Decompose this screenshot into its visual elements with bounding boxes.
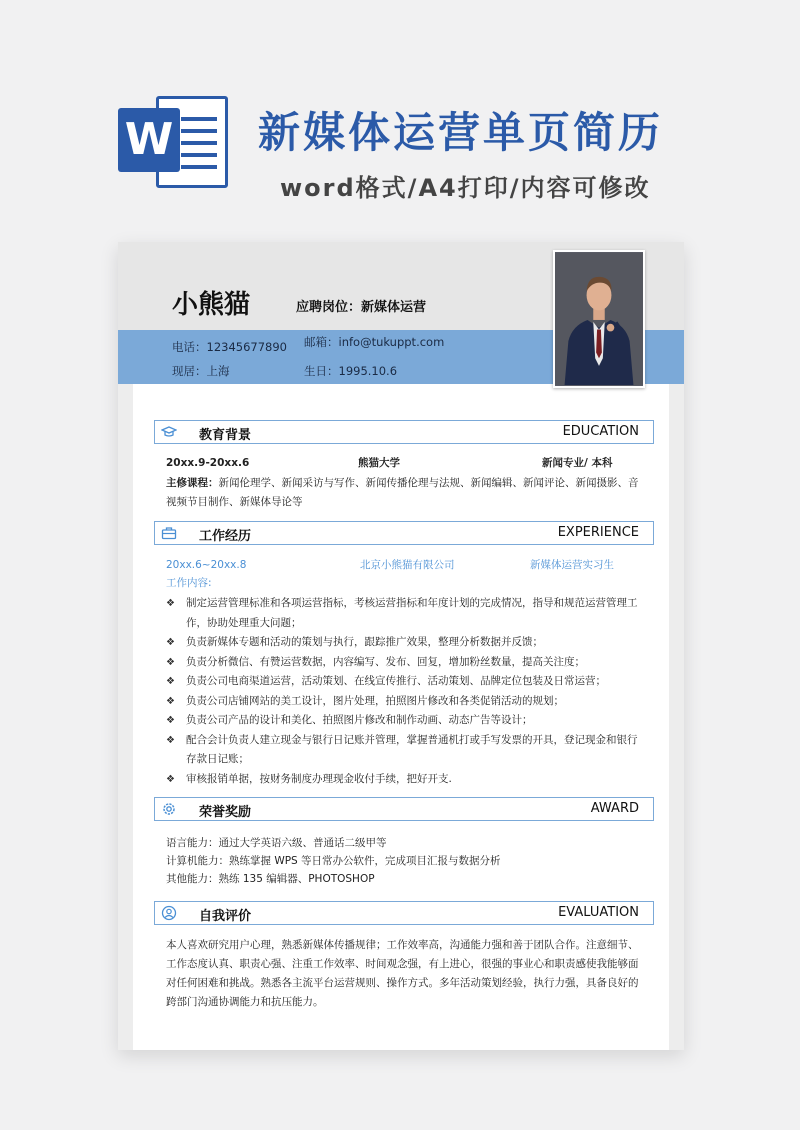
award-line: 语言能力：通过大学英语六级、普通话二级甲等 — [166, 837, 387, 849]
word-logo-icon — [118, 86, 230, 196]
briefcase-icon — [161, 525, 177, 541]
edu-courses — [166, 474, 646, 512]
section-evaluation-title: 自我评价 — [199, 909, 252, 924]
list-item: ❖ 负责分析微信、有赞运营数据，内容编写、发布、回复，增加粉丝数量，提高关注度； — [166, 653, 646, 673]
exp-company: 北京小熊猫有限公司 — [360, 559, 455, 571]
candidate-name: 小熊猫 — [172, 290, 251, 320]
award-line: 计算机能力：熟练掌握 WPS 等日常办公软件，完成项目汇报与数据分析 — [166, 855, 501, 867]
list-item: ❖ 负责公司电商渠道运营，活动策划、在线宣传推行、活动策划、品牌定位包装及日常运营； — [166, 672, 646, 692]
section-education-en: EDUCATION — [562, 424, 639, 439]
section-education-title: 教育背景 — [199, 428, 252, 443]
exp-position: 新媒体运营实习生 — [530, 559, 614, 571]
gear-icon — [161, 801, 177, 817]
section-experience-header — [154, 521, 654, 545]
exp-period: 20xx.6~20xx.8 — [166, 559, 247, 571]
exp-duties-list — [166, 594, 646, 789]
list-item: ❖ 负责新媒体专题和活动的策划与执行，跟踪推广效果，整理分析数据并反馈； — [166, 633, 646, 653]
person-portrait-icon — [555, 252, 643, 386]
section-experience-en: EXPERIENCE — [557, 525, 639, 540]
applied-label: 应聘岗位： — [296, 300, 362, 315]
section-award-header — [154, 797, 654, 821]
section-education-header — [154, 420, 654, 444]
phone-info: 电话：12345677890 — [172, 340, 287, 354]
graduation-cap-icon — [161, 424, 177, 440]
edu-major: 新闻专业/ 本科 — [542, 457, 613, 469]
exp-content-label: 工作内容: — [166, 577, 212, 589]
edu-school: 熊猫大学 — [358, 457, 400, 469]
profile-photo — [553, 250, 645, 388]
award-line: 其他能力：熟练 135 编辑器、PHOTOSHOP — [166, 873, 375, 885]
resume-page — [118, 242, 684, 1050]
evaluation-text: 本人喜欢研究用户心理，熟悉新媒体传播规律；工作效率高，沟通能力强和善于团队合作。注意细节、工作态度认真、职责心强、注重工作效率、时间观念强，有上进心，很强的事业心和职责感使我能够面对任何困难和挑战。熟悉各主流平台运营规则、操作方式。多年活动策划经验，执行力强，具备良好的跨部门沟通协调能力和抗压能力。 — [166, 939, 639, 1008]
applied-value: 新媒体运营 — [361, 300, 427, 315]
section-evaluation-en: EVALUATION — [558, 905, 639, 920]
edu-courses-text: 新闻伦理学、新闻采访与写作、新闻传播伦理与法规、新闻编辑、新闻评论、新闻摄影、音视频节目制作、新媒体导论等 — [166, 477, 639, 508]
user-icon — [161, 905, 177, 921]
section-award-en: AWARD — [590, 801, 639, 816]
list-item: ❖ 制定运营管理标准和各项运营指标，考核运营指标和年度计划的完成情况，指导和规范运营管理工作，协助处理重大问题； — [166, 594, 646, 633]
list-item: ❖ 负责公司产品的设计和美化、拍照图片修改和制作动画、动态广告等设计； — [166, 711, 646, 731]
birthday-info: 生日：1995.10.6 — [304, 364, 398, 378]
section-evaluation-header — [154, 901, 654, 925]
email-info: 邮箱：info@tukuppt.com — [304, 335, 445, 349]
location-info: 现居：上海 — [172, 364, 230, 378]
list-item: ❖ 配合会计负责人建立现金与银行日记账并管理，掌握普通机打或手写发票的开具，登记现金和银行存款日记账； — [166, 731, 646, 770]
banner-title: 新媒体运营单页简历 — [258, 108, 664, 157]
banner-subtitle: word格式/A4打印/内容可修改 — [280, 174, 651, 202]
edu-courses-label: 主修课程： — [166, 477, 219, 489]
left-margin-strip — [118, 384, 133, 1050]
list-item: ❖ 负责公司店铺网站的美工设计，图片处理，拍照图片修改和各类促销活动的规划； — [166, 692, 646, 712]
section-experience-title: 工作经历 — [199, 529, 252, 544]
word-badge: W — [118, 108, 180, 172]
right-margin-strip — [669, 384, 684, 1050]
section-award-title: 荣誉奖励 — [199, 805, 252, 820]
applied-position — [296, 296, 426, 315]
edu-period: 20xx.9-20xx.6 — [166, 457, 250, 469]
list-item: ❖ 审核报销单据，按财务制度办理现金收付手续，把好开支. — [166, 770, 646, 790]
